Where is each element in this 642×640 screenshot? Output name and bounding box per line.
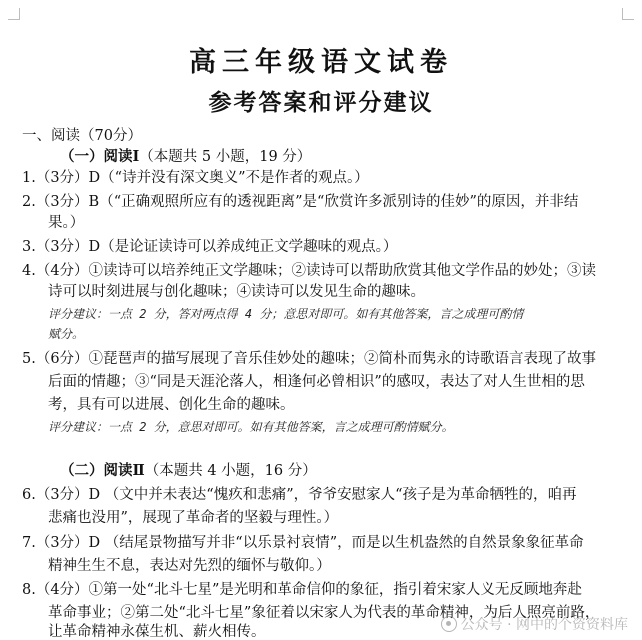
- section-heading-reading: 一、阅读（70分）: [22, 128, 142, 144]
- answer-q8-line3: 让革命精神永葆生机、薪火相传。: [48, 624, 266, 640]
- subsection-info: （本题共 5 小题，19 分）: [139, 149, 312, 165]
- answer-q5-line2: 后面的情趣；③“同是天涯沦落人，相逢何必曾相识”的感叹，表达了对人生世相的思: [48, 374, 585, 390]
- page-corner-mark: [8, 8, 20, 20]
- wechat-icon: [441, 616, 457, 632]
- answer-q5-line3: 考，具有可以进展、创化生命的趣味。: [48, 397, 295, 413]
- answer-q6-line2: 悲痛也没用”，展现了革命者的坚毅与理性。）: [48, 510, 339, 526]
- answer-q4-line2: 诗可以时刻进展与创化趣味；④读诗可以发见生命的趣味。: [48, 284, 425, 300]
- document-title: 高三年级语文试卷: [189, 47, 453, 78]
- answer-q7-line1: 7.（3分）D （结尾景物描写并非“以乐景衬哀情”，而是以生机盎然的自然景象象征革命: [22, 535, 584, 551]
- subsection-label: （二）阅读Ⅱ: [60, 462, 145, 479]
- document-subtitle: 参考答案和评分建议: [208, 89, 434, 116]
- subsection-heading-reading-2: [60, 461, 317, 481]
- answer-q8-line2: 革命事业；②第二处“北斗七星”象征着以宋家人为代表的革命精神，为后人照亮前路，: [48, 605, 600, 621]
- answer-q6-line1: 6.（3分）D （文中并未表达“愧疚和悲痛”，爷爷安慰家人“孩子是为革命牺牲的，咱再: [22, 487, 577, 503]
- page-corner-mark: [622, 8, 634, 20]
- answer-q2-line2: 果。）: [48, 215, 85, 231]
- answer-q4-line1: 4.（4分）①读诗可以培养纯正文学趣味；②读诗可以帮助欣赏其他文学作品的妙处；③读: [22, 263, 597, 279]
- answer-q1: 1.（3分）D（“诗并没有深文奥义”不是作者的观点。）: [22, 170, 369, 186]
- answer-q7-line2: 精神生生不息，表达对先烈的缅怀与敬仰。）: [48, 558, 331, 574]
- watermark-text: 公众号 · 网中的个资资料库: [460, 617, 628, 633]
- answer-q5-line1: 5.（6分）①琵琶声的描写展现了音乐佳妙处的趣味；②简朴而隽永的诗歌语言表现了故事: [22, 351, 597, 367]
- scoring-note-q5: 评分建议：一点 2 分，意思对即可。如有其他答案，言之成理可酌情赋分。: [48, 420, 454, 434]
- answer-q8-line1: 8.（4分）①第一处“北斗七星”是光明和革命信仰的象征，指引着宋家人义无反顾地奔赴: [22, 582, 582, 598]
- scoring-note-q4-line2: 赋分。: [48, 327, 85, 341]
- answer-q2-line1: 2.（3分）B（“正确观照所应有的透视距离”是“欣赏许多派别诗的佳妙”的原因，并非结: [22, 194, 579, 210]
- watermark: [441, 614, 628, 634]
- scoring-note-q4-line1: 评分建议：一点 2 分，答对两点得 4 分；意思对即可。如有其他答案，言之成理可酌情: [48, 307, 524, 321]
- answer-q3: 3.（3分）D（是论证读诗可以养成纯正文学趣味的观点。）: [22, 239, 398, 255]
- subsection-info: （本题共 4 小题，16 分）: [144, 463, 317, 479]
- subsection-heading-reading-1: [60, 147, 311, 167]
- subsection-label: （一）阅读Ⅰ: [60, 148, 140, 165]
